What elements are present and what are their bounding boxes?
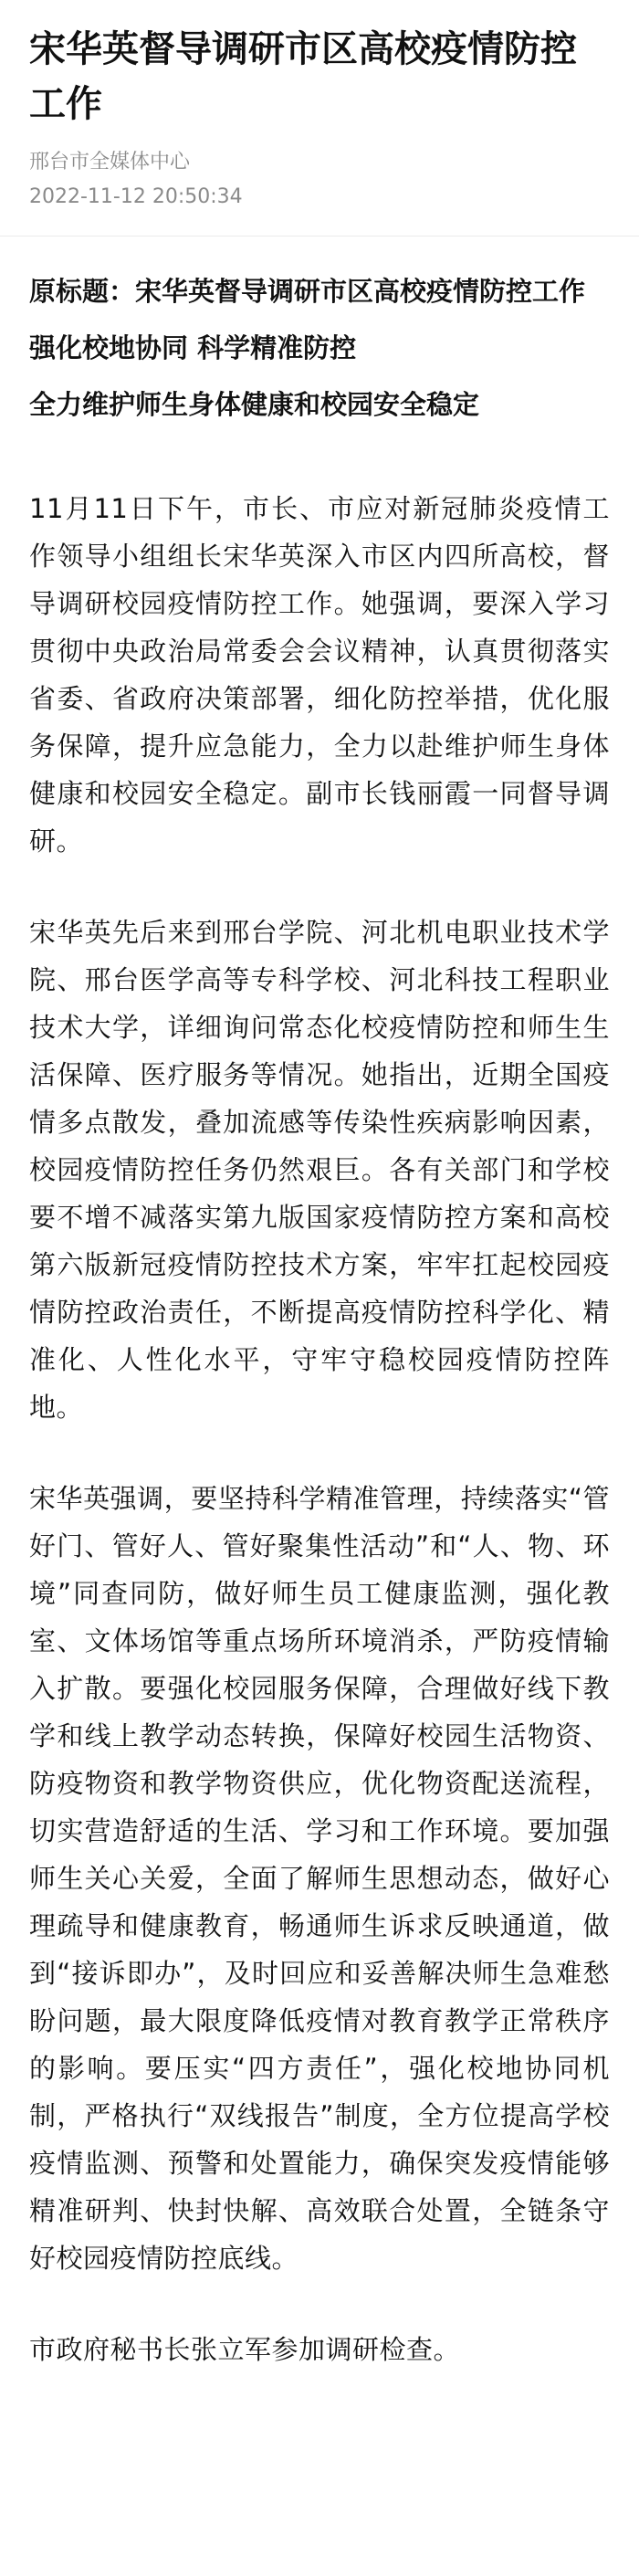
body-paragraph-2: 宋华英先后来到邢台学院、河北机电职业技术学院、邢台医学高等专科学校、河北科技工程职业技术大学，详细询问常态化校疫情防控和师生生活保障、医疗服务等情况。她指出，近期全国疫情多点散发，叠加流感等传染性疾病影响因素，校园疫情防控任务仍然艰巨。各有关部门和学校要不增不减落实第九版国家疫情防控方案和高校第六版新冠疫情防控技术方案，牢牢扛起校园疫情防控政治责任，不断提高疫情防控科学化、精准化、人性化水平，守牢守稳校园疫情防控阵地。 (29, 917, 610, 1423)
body-paragraph-1: 11月11日下午，市长、市应对新冠肺炎疫情工作领导小组组长宋华英深入市区内四所高校，督导调研校园疫情防控工作。她强调，要深入学习贯彻中央政治局常委会会议精神，认真贯彻落实省委、省政府决策部署，细化防控举措，优化服务保障，提升应急能力，全力以赴维护师生身体健康和校园安全稳定。副市长钱丽霞一同督导调研。 (29, 493, 610, 857)
article-body (29, 485, 610, 2373)
body-paragraph-4: 市政府秘书长张立军参加调研检查。 (29, 2334, 461, 2365)
header-divider (0, 236, 639, 237)
lead-subtitle-1: 强化校地协同 科学精准防控 (29, 332, 357, 363)
article-lead (29, 269, 610, 426)
lead-original-title: 原标题：宋华英督导调研市区高校疫情防控工作 (29, 276, 586, 307)
body-paragraph-3: 宋华英强调，要坚持科学精准管理，持续落实“管好门、管好人、管好聚集性活动”和“人、物、环境”同查同防，做好师生员工健康监测，强化教室、文体场馆等重点场所环境消杀，严防疫情输入扩散。要强化校园服务保障，合理做好线下教学和线上教学动态转换，保障好校园生活物资、防疫物资和教学物资供应，优化物资配送流程，切实营造舒适的生活、学习和工作环境。要加强师生关心关爱，全面了解师生思想动态，做好心理疏导和健康教育，畅通师生诉求反映通道，做到“接诉即办”，及时回应和妥善解决师生急难愁盼问题，最大限度降低疫情对教育教学正常秩序的影响。要压实“四方责任”，强化校地协同机制，严格执行“双线报告”制度，全方位提高学校疫情监测、预警和处置能力，确保突发疫情能够精准研判、快封快解、高效联合处置，全链条守好校园疫情防控底线。 (29, 1483, 610, 2274)
article-timestamp: 2022-11-12 20:50:34 (29, 185, 243, 208)
article-title: 宋华英督导调研市区高校疫情防控工作 (29, 28, 577, 125)
lead-subtitle-2: 全力维护师生身体健康和校园安全稳定 (29, 389, 480, 420)
article-source[interactable]: 邢台市全媒体中心 (29, 151, 191, 173)
